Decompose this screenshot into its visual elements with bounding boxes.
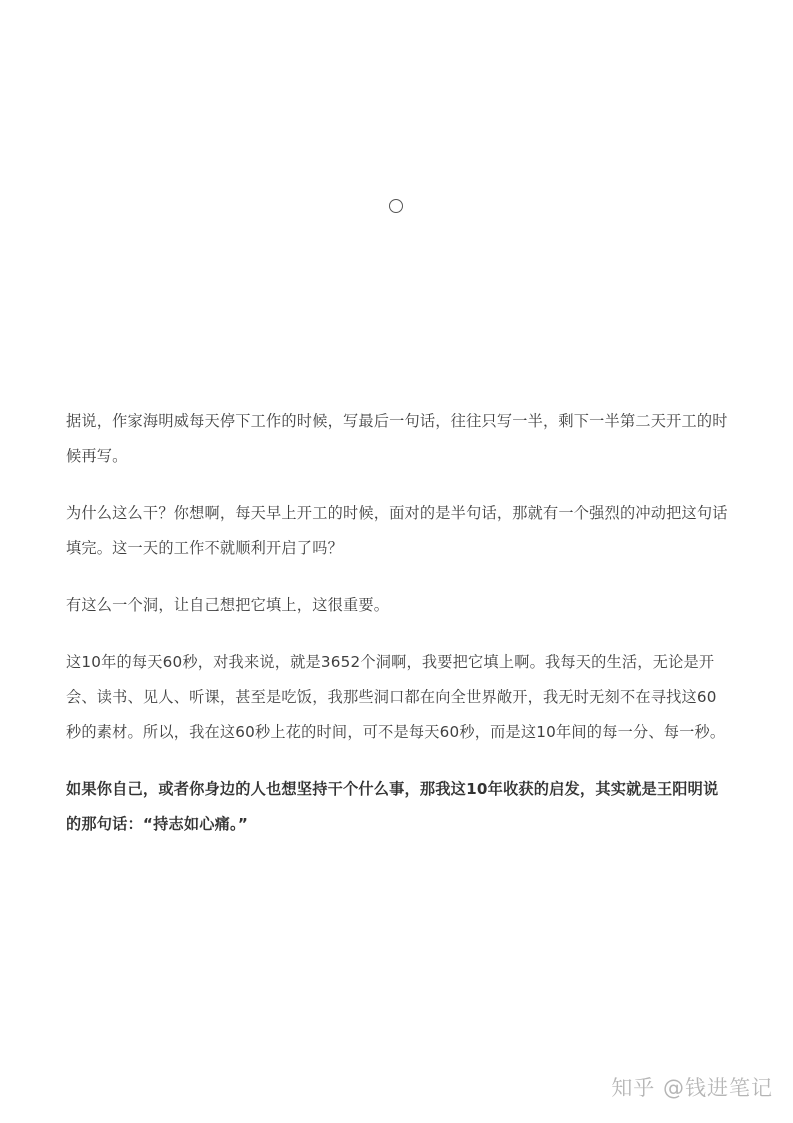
paragraph-conclusion: 如果你自己，或者你身边的人也想坚持干个什么事，那我这10年收获的启发，其实就是王阳明说的那句话：“持志如心痛。” (66, 780, 719, 833)
loading-indicator-icon (389, 199, 403, 213)
zhihu-watermark: 知乎 @钱进笔记 (611, 1076, 773, 1100)
paragraph-ten-years: 这10年的每天60秒，对我来说，就是3652个洞啊，我要把它填上啊。我每天的生活，无论是开会、读书、见人、听课，甚至是吃饭，我那些洞口都在向全世界敞开，我无时无刻不在寻找这60秒的素材。所以，我在这60秒上花的时间，可不是每天60秒，而是这10年间的每一分、每一秒。 (66, 653, 726, 741)
paragraph-hemingway: 据说，作家海明威每天停下工作的时候，写最后一句话，往往只写一半，剩下一半第二天开工的时候再写。 (66, 412, 728, 465)
paragraph-why: 为什么这么干？你想啊，每天早上开工的时候，面对的是半句话，那就有一个强烈的冲动把这句话填完。这一天的工作不就顺利开启了吗？ (66, 504, 728, 557)
article-body (66, 404, 730, 864)
paragraph-hole: 有这么一个洞，让自己想把它填上，这很重要。 (66, 596, 390, 614)
